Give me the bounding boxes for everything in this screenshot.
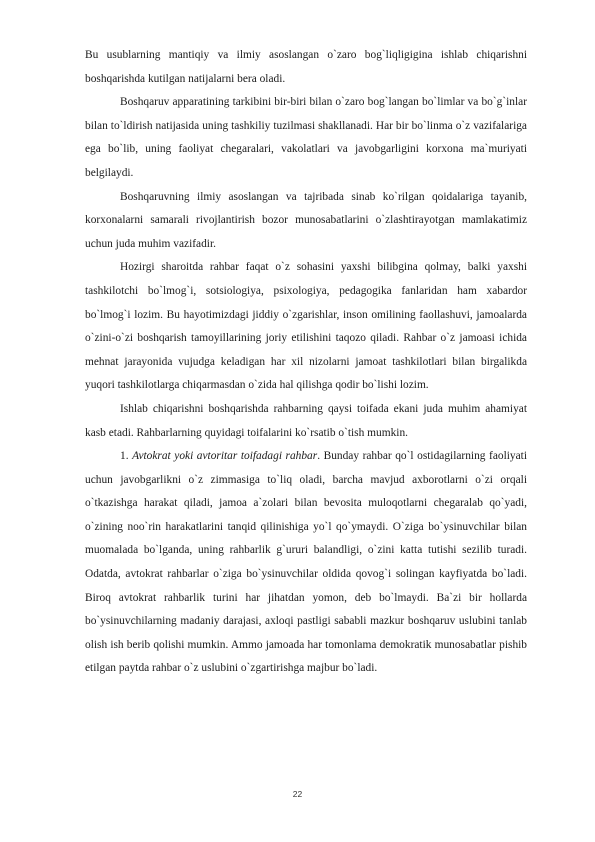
paragraph-2: Boshqaruv apparatining tarkibini bir-biri bilan o`zaro bog`langan bo`limlar va bo`g`inlar bilan to`ldirish natijasida uning tashkiliy tuzilmasi shakllanadi. Har bir bo`linma o`z vazifalariga ega bo`lib, uning faoliyat chegaralari, vakolatlari va javobgarligini korxona ma`muriyati belgilaydi.: [85, 96, 527, 179]
paragraph-3: Boshqaruvning ilmiy asoslangan va tajribada sinab ko`rilgan qoidalariga tayanib, korxonalarni samarali rivojlantirish bozor munosabatlarini o`zlashtirayotgan mamlakatimiz uchun juda muhim vazifadir.: [85, 190, 527, 250]
paragraph-1: Bu usublarning mantiqiy va ilmiy asoslangan o`zaro bog`liqligigina ishlab chiqarishni boshqarishda kutilgan natijalarni bera oladi.: [85, 49, 527, 85]
list-item-italic-title: Avtokrat yoki avtoritar toifadagi rahbar: [132, 450, 318, 463]
page-number: 22: [292, 789, 303, 799]
paragraph-4: Hozirgi sharoitda rahbar faqat o`z sohasini yaxshi bilibgina qolmay, balki yaxshi tashkilotchi bo`lmog`i, sotsiologiya, psixologiya, pedagogika fanlaridan ham xabardor bo`lmog`i lozim. Bu hayotimizdagi jiddiy o`zgarishlar, inson omilining faollashuvi, jamoalarda o`zini-o`zi boshqarish tamoyillarining joriy etilishini taqozo qiladi. Rahbar o`z jamoasi ichida mehnat jarayonida vujudga keladigan har xil nizolarni jamoat tashkilotlari bilan birgalikda yuqori tashkilotlarga chiqarmasdan o`zida hal qilishga qodir bo`lishi lozim.: [85, 261, 527, 392]
list-item-number: 1.: [120, 450, 129, 463]
document-body: [85, 44, 527, 681]
list-item-text: . Bunday rahbar qo`l ostidagilarning faoliyati uchun javobgarlikni o`z zimmasiga to`liq oladi, barcha mavjud axborotlarni o`zi orqali o`tkazishga harakat qiladi, jamoa a`zolari bilan bevosita muloqotlarni chegaralab qo`yadi, o`zining noo`rin harakatlarini tanqid qilinishiga yo`l qo`ymaydi. O`ziga bo`ysinuvchilar bilan muomalada bo`lganda, uning rahbarlik g`ururi balandligi, o`zini katta tutishi sezilib turadi. Odatda, avtokrat rahbarlar o`ziga bo`ysinuvchilar oldida qovog`i solingan kayfiyatda bo`ladi. Biroq avtokrat rahbarlik turini har jihatdan yomon, deb bo`lmaydi. Ba`zi bir hollarda bo`ysinuvchilarning madaniy darajasi, axloqi pastligi sababli mazkur boshqaruv uslubini tanlab olish ish berib qolishi mumkin. Ammo jamoada har tomonlama demokratik munosabatlar pishib etilgan paytda rahbar o`z uslubini o`zgartirishga majbur bo`ladi.: [85, 450, 527, 675]
paragraph-5: Ishlab chiqarishni boshqarishda rahbarning qaysi toifada ekani juda muhim ahamiyat kasb etadi. Rahbarlarning quyidagi toifalarini ko`rsatib o`tish mumkin.: [85, 402, 527, 439]
list-item-1: [85, 445, 527, 681]
